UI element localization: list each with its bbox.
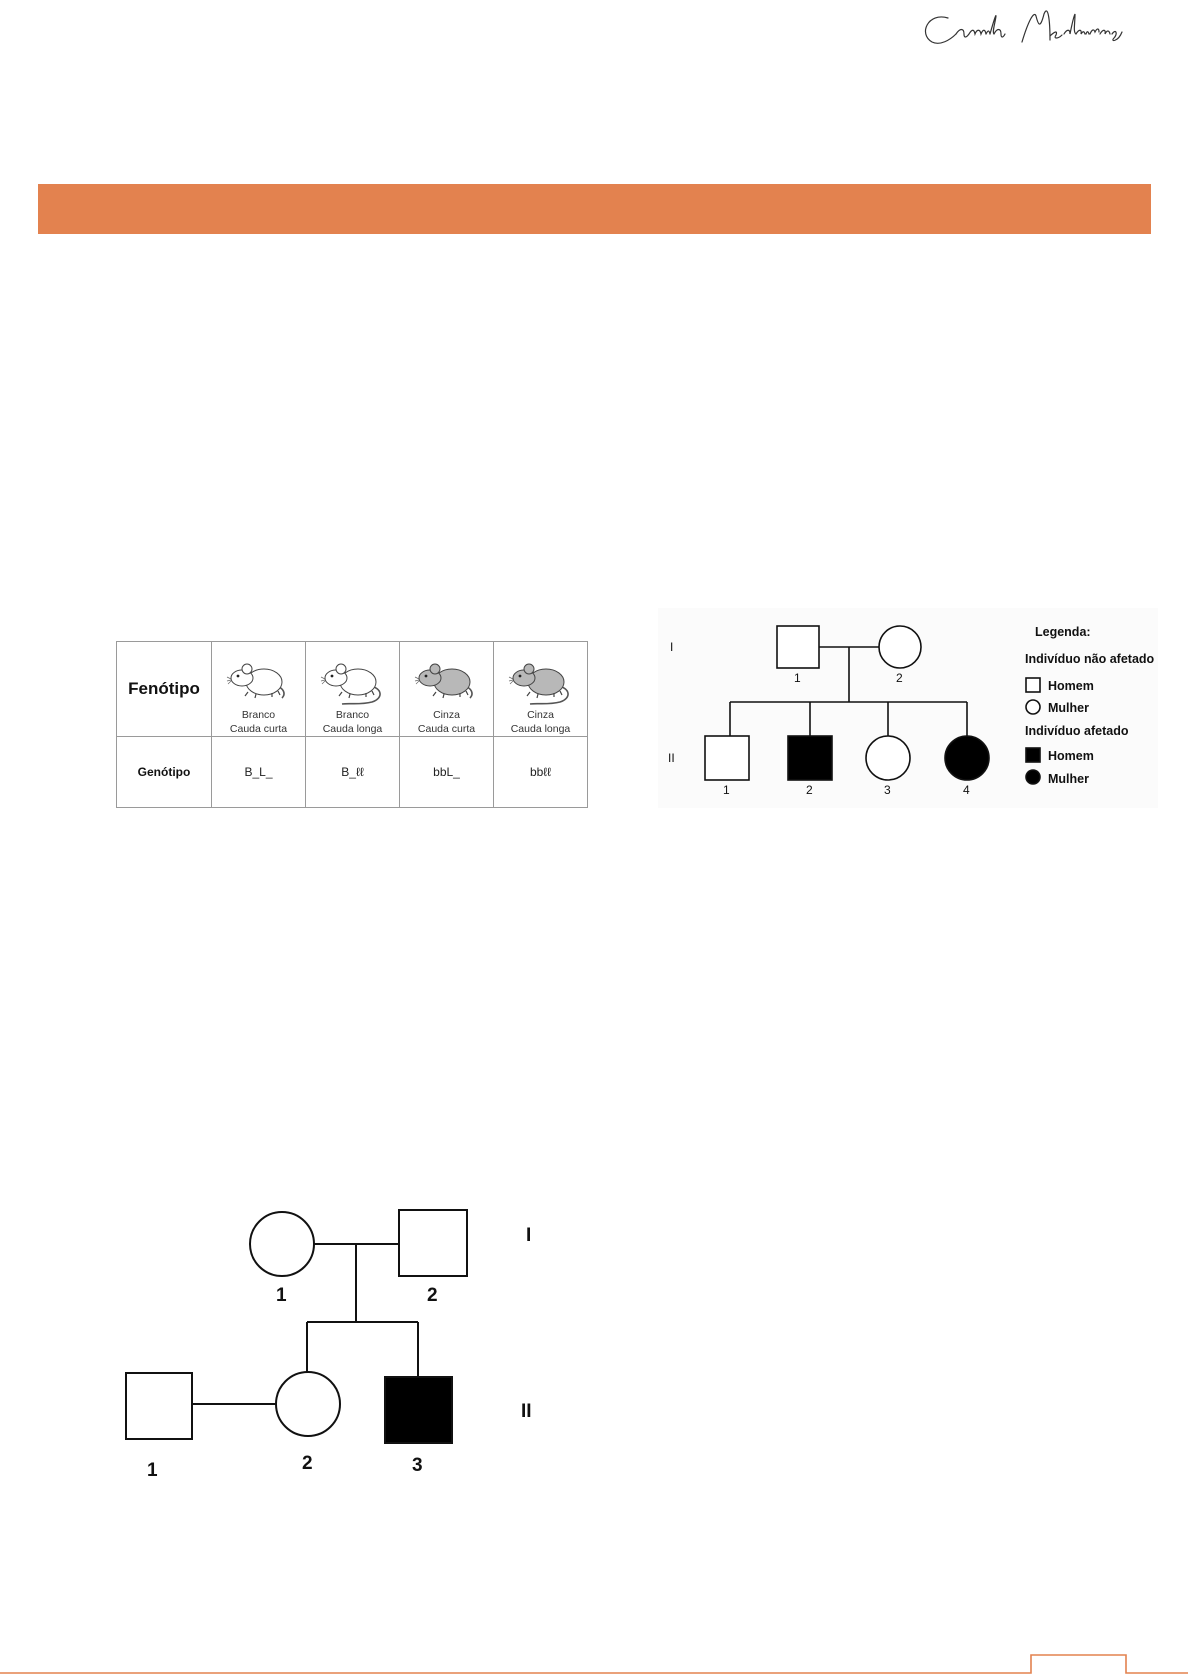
individual-number: 4 [963,783,970,797]
phenotype-color: Cinza [527,709,554,721]
phenotype-cell [212,642,306,737]
phenotype-color: Branco [241,709,276,721]
legend-unaffected-male: Homem [1048,679,1094,693]
pedigree-female-unaffected [250,1212,314,1276]
pedigree-female-unaffected [879,626,921,668]
pedigree-male-unaffected [126,1373,192,1439]
legend-female-affected-icon [1026,770,1040,784]
phenotype-tail: Cauda longa [510,723,571,735]
generation-label: I [670,640,674,654]
legend-female-unaffected-icon [1026,700,1040,714]
phenotype-tail: Cauda longa [322,723,383,735]
pedigree-male-affected [788,736,832,780]
genotype-value: B_L_ [244,765,273,779]
white-rat-icon [320,654,386,706]
generation-label: I [526,1225,532,1246]
pedigree-male-unaffected [777,626,819,668]
legend-male-affected-icon [1026,748,1040,762]
section-header-band [38,184,1151,234]
phenotype-cell [306,642,400,737]
legend-affected-heading: Indivíduo afetado [1025,724,1129,738]
footer-page-tab [0,1655,1188,1673]
footer-page-line [0,1653,1188,1675]
pedigree-male-affected [385,1377,452,1443]
legend-affected-male: Homem [1048,749,1094,763]
individual-number: 1 [723,783,730,797]
individual-number: 2 [427,1285,438,1306]
legend-title: Legenda: [1035,625,1091,639]
gray-rat-icon [414,654,480,706]
pedigree-female-unaffected [276,1372,340,1436]
phenotype-tail: Cauda curta [417,723,476,735]
genotype-value: B_ℓℓ [341,765,364,779]
individual-number: 1 [147,1460,158,1481]
phenotype-color: Branco [335,709,370,721]
pedigree-chart-2 [110,1195,560,1495]
individual-number: 2 [896,671,903,685]
gray-rat-icon [508,654,574,706]
phenotype-header: Fenótipo [117,642,212,737]
individual-number: 2 [302,1453,313,1474]
individual-number: 1 [276,1285,287,1306]
pedigree-male-unaffected [399,1210,467,1276]
generation-label: II [668,751,675,765]
phenotype-color: Cinza [433,709,460,721]
legend-affected-female: Mulher [1048,772,1089,786]
pedigree-male-unaffected [705,736,749,780]
genotype-value: bbL_ [433,765,460,779]
genotype-value: bbℓℓ [529,765,552,779]
white-rat-icon [226,654,292,706]
genotype-header: Genótipo [117,737,212,808]
pedigree-chart-1 [658,608,1158,808]
phenotype-cell [494,642,588,737]
legend-unaffected-heading: Indivíduo não afetado [1025,652,1155,666]
individual-number: 1 [794,671,801,685]
legend-unaffected-female: Mulher [1048,701,1089,715]
individual-number: 3 [884,783,891,797]
author-signature [918,0,1168,60]
legend-male-unaffected-icon [1026,678,1040,692]
phenotype-cell [400,642,494,737]
generation-label: II [521,1401,532,1422]
pedigree-female-affected [945,736,989,780]
phenotype-tail: Cauda curta [229,723,288,735]
individual-number: 3 [412,1455,423,1476]
phenotype-genotype-table [116,641,588,808]
individual-number: 2 [806,783,813,797]
pedigree-female-unaffected [866,736,910,780]
